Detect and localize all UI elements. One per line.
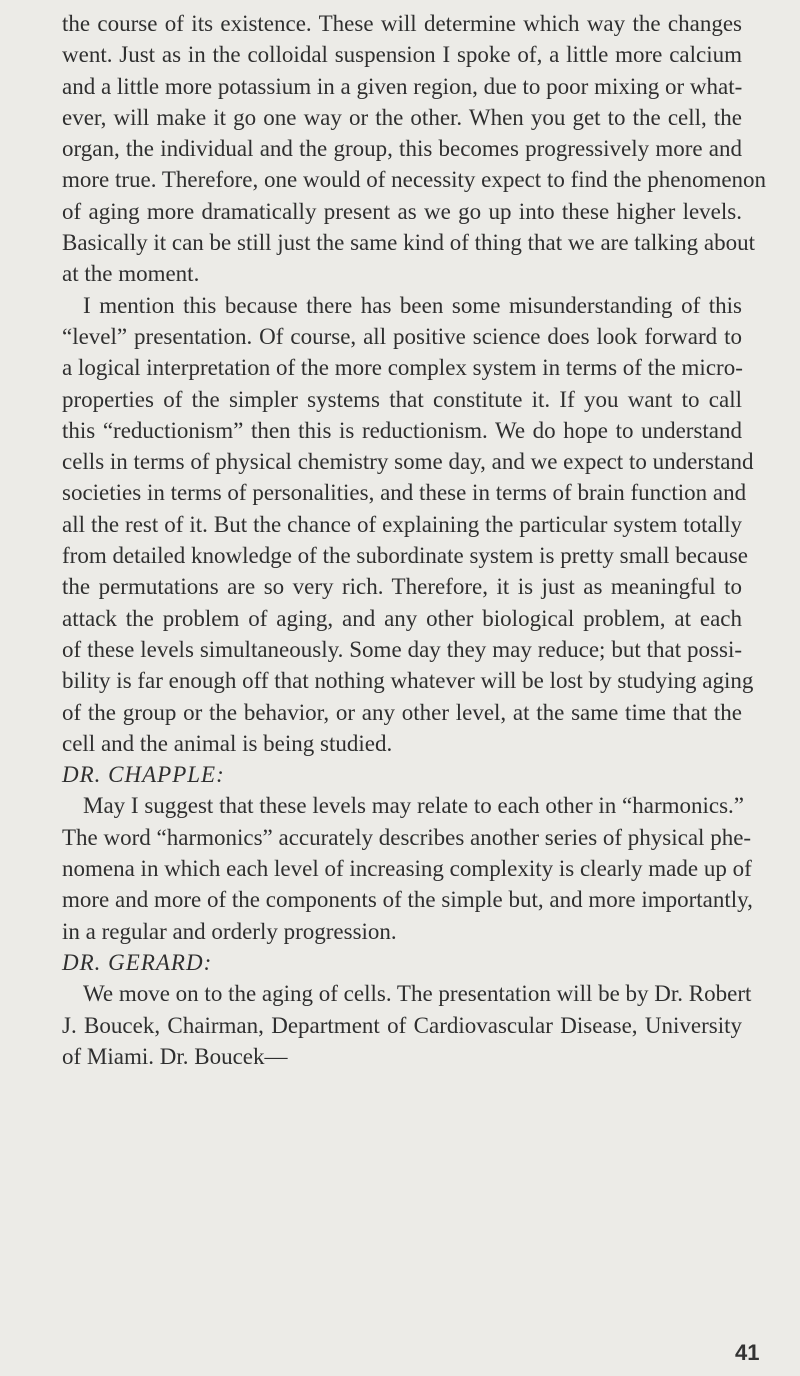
text-line: The word “harmonics” accurately describes another series of physical phe-	[62, 824, 752, 850]
text-line: went. Just as in the colloidal suspension I spoke of, a little more calcium	[62, 42, 742, 68]
page-body	[62, 8, 767, 1072]
text-line: May I suggest that these levels may relate to each other in “harmonics.”	[83, 793, 745, 819]
text-line: We move on to the aging of cells. The presentation will be by Dr. Robert	[83, 981, 752, 1007]
text-line: J. Boucek, Chairman, Department of Cardiovascular Disease, University	[62, 1012, 742, 1038]
text-line: attack the problem of aging, and any other biological problem, at each	[62, 605, 742, 631]
text-line: I mention this because there has been some misunderstanding of this	[83, 292, 742, 318]
text-line: “level” presentation. Of course, all positive science does look forward to	[62, 323, 742, 349]
text-line: cell and the animal is being studied.	[62, 730, 393, 756]
text-line: societies in terms of personalities, and these in terms of brain function and	[62, 480, 747, 506]
text-line: of Miami. Dr. Boucek—	[62, 1043, 288, 1069]
text-line: cells in terms of physical chemistry some day, and we expect to understand	[62, 449, 754, 475]
text-line: ever, will make it go one way or the other. When you get to the cell, the	[62, 104, 742, 130]
text-line: in a regular and orderly progression.	[62, 918, 397, 944]
text-line: more and more of the components of the simple but, and more importantly,	[62, 887, 753, 913]
speaker-heading: DR. CHAPPLE:	[62, 762, 225, 788]
text-line: nomena in which each level of increasing complexity is clearly made up of	[62, 856, 752, 882]
text-line: properties of the simpler systems that constitute it. If you want to call	[62, 386, 742, 412]
text-line: organ, the individual and the group, this becomes progressively more and	[62, 136, 742, 162]
text-line: a logical interpretation of the more complex system in terms of the micro-	[62, 355, 743, 381]
text-line: more true. Therefore, one would of necessity expect to find the phenomenon	[62, 167, 767, 193]
paragraph	[62, 8, 767, 290]
text-line: the course of its existence. These will determine which way the changes	[62, 11, 742, 36]
paragraph	[62, 290, 754, 759]
text-line: the permutations are so very rich. Therefore, it is just as meaningful to	[62, 574, 742, 600]
text-line: and a little more potassium in a given region, due to poor mixing or what-	[62, 73, 743, 99]
text-line: this “reductionism” then this is reductionism. We do hope to understand	[62, 417, 742, 443]
text-line: at the moment.	[62, 261, 200, 287]
text-line: from detailed knowledge of the subordinate system is pretty small because	[62, 543, 748, 569]
text-line: of aging more dramatically present as we go up into these higher levels.	[62, 198, 742, 224]
paragraph	[62, 978, 752, 1072]
text-line: Basically it can be still just the same kind of thing that we are talking about	[62, 230, 756, 256]
paragraph	[62, 790, 753, 946]
text-line: of the group or the behavior, or any other level, at the same time that the	[62, 699, 742, 725]
text-line: of these levels simultaneously. Some day they may reduce; but that possi-	[62, 636, 742, 662]
text-line: bility is far enough off that nothing whatever will be lost by studying aging	[62, 668, 754, 694]
page-number: 41	[735, 1340, 760, 1365]
speaker-heading: DR. GERARD:	[62, 949, 213, 975]
text-line: all the rest of it. But the chance of explaining the particular system totally	[62, 511, 742, 537]
